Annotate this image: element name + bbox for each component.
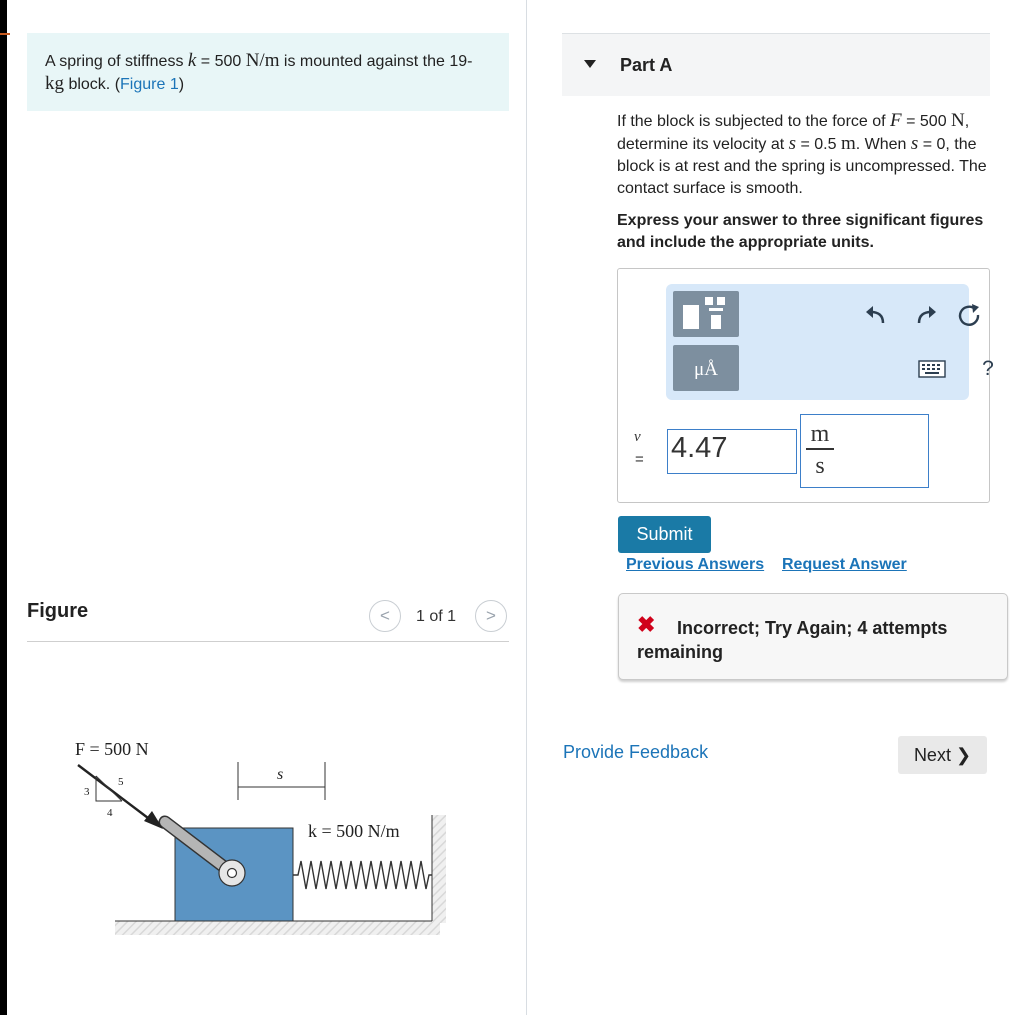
intro-text-1: A spring of stiffness [45, 53, 188, 70]
problem-intro [27, 33, 509, 111]
math-toolbar [666, 284, 994, 400]
answer-value-input[interactable]: 4.47 [667, 429, 797, 474]
error-x-icon: ✖ [637, 612, 656, 637]
q-text-4: = 0.5 [796, 136, 841, 153]
figure-prev-button[interactable] [369, 600, 401, 632]
units-icon: μÅ [694, 359, 718, 380]
help-icon[interactable]: ? [982, 357, 994, 380]
next-label: Next [913, 745, 951, 765]
figure-title: Figure [27, 600, 89, 622]
pin-inner [228, 869, 237, 878]
q-text-6: = 0, the block is at rest and the spring is uncompressed. The contact surface is smooth. [617, 136, 987, 197]
edge-marker [0, 33, 10, 35]
wall [432, 815, 446, 923]
chevron-right-icon: > [486, 606, 496, 625]
answer-equals: = [635, 451, 644, 468]
intro-close: ) [178, 76, 185, 93]
unit-fraction [806, 421, 834, 482]
window-left-edge [0, 0, 7, 1015]
units-button[interactable] [673, 345, 739, 391]
keyboard-icon[interactable] [917, 356, 947, 376]
answer-units-input[interactable] [800, 414, 929, 488]
answer-instructions: Express your answer to three significant figures and include the appropriate units. [617, 212, 984, 251]
figure-header [27, 596, 509, 642]
column-divider [526, 0, 527, 1015]
slope-label-3: 3 [84, 786, 90, 798]
figure-counter: 1 of 1 [416, 608, 457, 625]
unit-denominator: s [815, 453, 825, 479]
caret-down-icon [584, 60, 596, 68]
intro-text-3: block. ( [64, 76, 121, 93]
q-text-2: = 500 [901, 113, 952, 130]
q-text-3: , determine its velocity at [617, 113, 970, 153]
next-button[interactable] [898, 736, 987, 774]
intro-text-2: is mounted against the 19- [279, 53, 473, 70]
answer-box [617, 268, 994, 503]
q-m-units: m [840, 133, 856, 154]
q-s-symbol: s [788, 133, 797, 154]
chevron-right-icon: ❯ [955, 745, 972, 765]
templates-button[interactable] [673, 291, 739, 337]
q-s-symbol-2: s [910, 133, 919, 154]
undo-icon[interactable] [862, 301, 892, 331]
disp-label: s [277, 766, 284, 783]
answer-variable: v [634, 429, 641, 445]
q-text-1: If the block is subjected to the force of [617, 113, 891, 130]
spring [293, 861, 432, 889]
q-text-5: . When [855, 136, 911, 153]
provide-feedback-link[interactable]: Provide Feedback [563, 742, 709, 762]
q-force-symbol: F [890, 110, 902, 131]
previous-answers-link[interactable]: Previous Answers [626, 556, 765, 573]
slope-label-5: 5 [118, 776, 124, 788]
figure-link[interactable]: Figure 1 [120, 76, 179, 93]
figure-next-button[interactable] [475, 600, 507, 632]
feedback-box [618, 593, 1008, 680]
question-text [617, 110, 987, 200]
slope-label-4: 4 [107, 807, 113, 819]
ground [115, 921, 440, 935]
chevron-left-icon: < [380, 606, 390, 625]
part-title: Part A [620, 55, 673, 75]
q-force-units: N [951, 110, 965, 131]
feedback-message: Incorrect; Try Again; 4 attempts remaining [637, 618, 948, 662]
unit-numerator: m [806, 421, 834, 450]
part-a-header[interactable] [562, 33, 990, 96]
request-answer-link[interactable]: Request Answer [782, 556, 907, 573]
mass-units: kg [45, 73, 64, 94]
intro-eq: = 500 [196, 53, 246, 70]
reset-icon[interactable] [955, 301, 985, 331]
k-symbol: k [187, 50, 197, 71]
redo-icon[interactable] [910, 301, 940, 331]
spring-label: k = 500 N/m [308, 821, 400, 841]
force-label: F = 500 N [75, 739, 149, 759]
k-units: N/m [245, 50, 280, 71]
submit-button[interactable]: Submit [618, 516, 711, 553]
figure-diagram [60, 725, 460, 950]
